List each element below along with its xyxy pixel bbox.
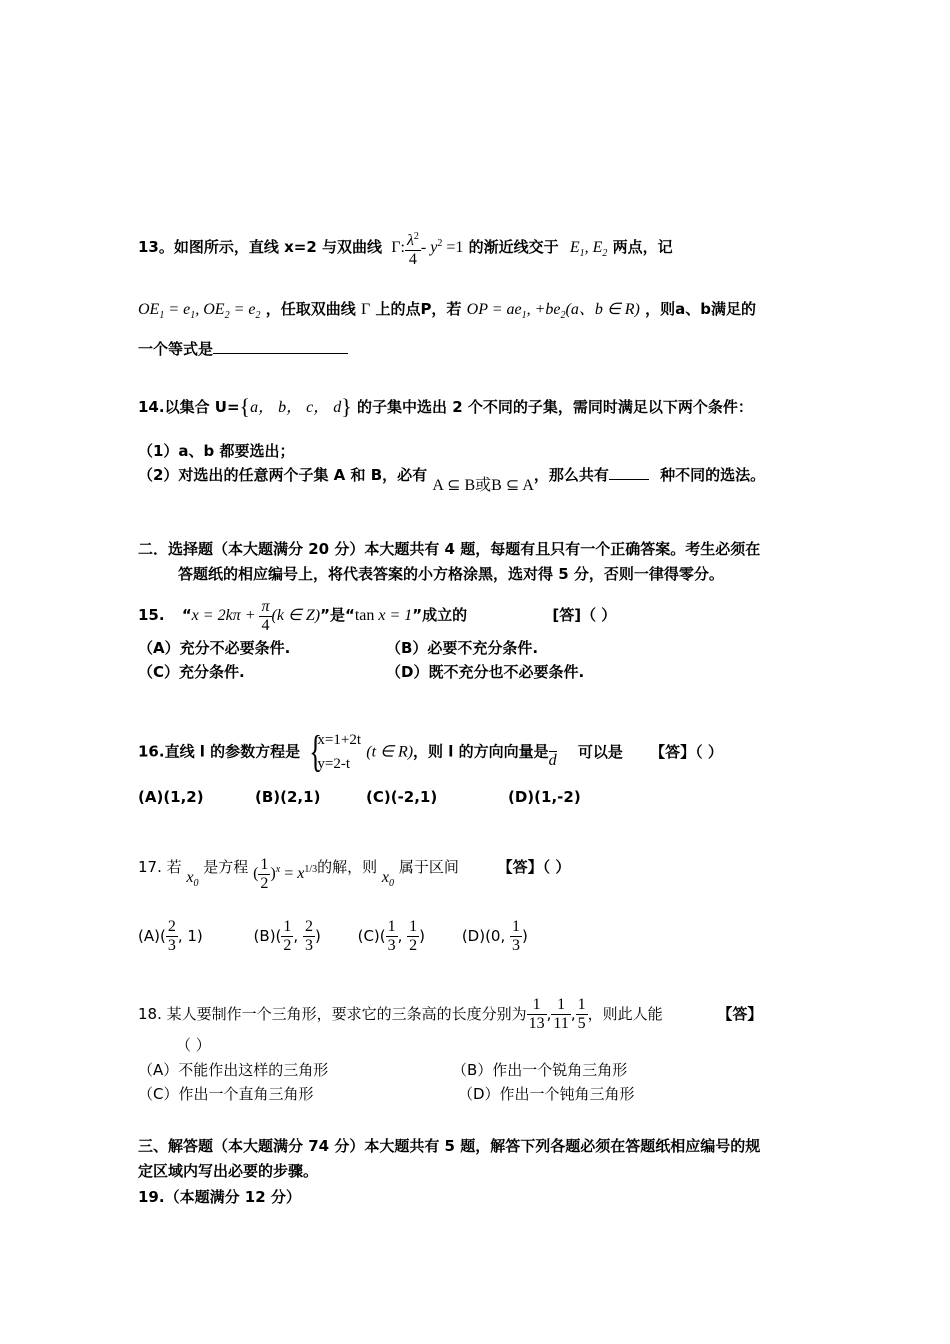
section3-line2	[138, 1160, 318, 1182]
q15-option-d-text: （D）既不充分也不必要条件.	[386, 663, 585, 681]
q15-option-c[interactable]	[138, 661, 245, 683]
q17-option-a-text: (A)(	[138, 927, 166, 945]
section2-line2-text: 答题纸的相应编号上，将代表答案的小方格涂黑，选对得 5 分，否则一律得零分。	[178, 565, 724, 583]
q15-tail: ”成立的	[412, 606, 468, 625]
q14-cond1	[138, 440, 295, 462]
q14-cond2-mid: ，那么共有	[533, 466, 609, 484]
q13-mid1: 的渐近线交于	[468, 238, 559, 257]
q13-op-expression: OP = $ae_1$, $+be_2(a$、b ∈ R)	[466, 301, 640, 321]
q17-option-c[interactable]: (C)( $\frac{1}{3}$ , $\frac{1}{2}$ )	[357, 918, 426, 954]
section2-line2	[178, 563, 724, 585]
section3-line2-text: 定区域内写出必要的步骤。	[138, 1162, 319, 1180]
q15-option-a[interactable]	[138, 637, 290, 659]
section3-line1	[138, 1135, 760, 1157]
q17-mid1: 是方程	[203, 858, 249, 877]
section3-line1-text: 三、解答题（本大题满分 74 分）本大题共有 5 题，解答下列各题必须在答题纸相应编号的规	[138, 1137, 761, 1155]
section2-line1-text: 二．选择题（本大题满分 20 分）本大题共有 4 题，每题有且只有一个正确答案。考生必须在	[138, 540, 761, 558]
q17-option-a[interactable]: (A)( $\frac{2}{3}$ , 1)	[138, 918, 203, 954]
q14-cond2-suffix: 种不同的选法。	[660, 466, 766, 484]
q14-set-open-brace: {	[239, 394, 251, 419]
q18-option-a[interactable]	[138, 1059, 328, 1081]
q18-option-b[interactable]	[452, 1059, 627, 1081]
q15-conclusion: tan x = 1	[354, 607, 413, 625]
q15-option-c-text: （C）充分条件.	[138, 663, 245, 681]
q15-condition: x = 2kπ + $\frac{\pi}{4}$ (k ∈ Z)	[191, 598, 321, 634]
q16-option-d[interactable]	[508, 786, 581, 808]
q13-vectors-def: $OE_1 = e_1$, $OE_2 = e_2$	[138, 301, 261, 321]
q16-domain: (t ∈ R)	[366, 743, 414, 761]
q15-option-b-text: （B）必要不充分条件.	[386, 639, 539, 657]
q16-eq2: y=2-t	[317, 756, 351, 772]
section2-line1	[138, 538, 760, 560]
q17-option-b[interactable]: (B)( $\frac{1}{2}$ , $\frac{2}{3}$ )	[253, 918, 321, 954]
q13-hyperbola-formula: Γ: $\frac{\lambda^2}{4}$ - $y^2 =1$	[391, 239, 463, 256]
q15-open-quote: “	[181, 606, 192, 625]
q14-cond1-text: （1）a、b 都要选出；	[138, 442, 295, 460]
q16-option-b[interactable]	[255, 786, 320, 808]
q18-option-b-text: （B）作出一个锐角三角形	[452, 1061, 628, 1079]
q15-line	[138, 598, 616, 635]
q15-option-a-text: （A）充分不必要条件.	[138, 639, 291, 657]
q18-height-3: $\frac{1}{5}$	[577, 996, 586, 1032]
q18-paren[interactable]: （ ）	[176, 1036, 211, 1054]
q16-line	[138, 728, 723, 776]
q17-option-d-text: (D)(0,	[461, 927, 506, 945]
q13-line3	[138, 338, 348, 360]
q17-line	[138, 850, 571, 892]
q13-line2	[138, 298, 756, 327]
q16-vector-d: d	[548, 751, 557, 769]
q17-mid3: 属于区间	[398, 858, 459, 877]
q18-prefix: 18. 某人要制作一个三角形，要求它的三条高的长度分别为	[138, 1005, 527, 1023]
q16-answer-bracket[interactable]: 【答】（ ）	[650, 742, 723, 761]
q18-option-d-text: （D）作出一个钝角三角形	[458, 1085, 635, 1103]
q16-brace: {	[309, 727, 323, 776]
q17-prefix: 17. 若	[138, 858, 182, 877]
q14-set-elements: a， b， c， d	[250, 399, 342, 416]
q18-height-2: $\frac{1}{11}$	[553, 996, 569, 1032]
q15-answer-bracket[interactable]: [答]（ ）	[552, 606, 617, 625]
q13-mid2: 两点，记	[612, 238, 673, 257]
q13-line3-text: 一个等式是	[138, 340, 214, 358]
q16-option-d-text: (D)(1,-2)	[508, 788, 581, 806]
q16-option-c[interactable]	[366, 786, 437, 808]
q18-option-c[interactable]	[138, 1083, 313, 1105]
q17-option-d[interactable]: (D)(0, $\frac{1}{3}$ )	[461, 918, 528, 954]
q14-cond2	[138, 464, 766, 494]
q18-line: 18. 某人要制作一个三角形，要求它的三条高的长度分别为 $\frac{1}{13}$ , $\frac{1}{11}$ , $\frac{1}{5}$ ，则此人能 【答】	[138, 996, 763, 1032]
q17-options	[138, 918, 528, 955]
q18-option-a-text: （A）不能作出这样的三角形	[138, 1061, 329, 1079]
q17-answer-bracket[interactable]: 【答】（ ）	[497, 858, 571, 877]
q16-suffix: 可以是	[577, 742, 623, 761]
q15-mid-quote: ”是“	[320, 606, 355, 625]
q17-option-b-text: (B)(	[253, 927, 282, 945]
q18-suffix: ，则此人能	[587, 1005, 663, 1023]
q18-option-c-text: （C）作出一个直角三角形	[138, 1085, 314, 1103]
q18-option-d[interactable]	[458, 1083, 635, 1105]
q14-cond2-math: A ⊆ B或B ⊆ A	[432, 477, 534, 494]
q15-option-b[interactable]	[386, 637, 538, 659]
q14-set-close-brace: }	[341, 394, 352, 419]
q17-equation: ( $\frac{1}{2}$ )$^x = x^{1/3}$	[253, 856, 318, 892]
q18-answer-label[interactable]: 【答】	[717, 1005, 763, 1023]
q13-points: $E_1$, $E_2$	[569, 239, 608, 260]
q13-gamma: Γ	[360, 301, 371, 318]
q14-cond2-prefix: （2）对选出的任意两个子集 A 和 B，必有	[138, 466, 428, 484]
q18-height-1: $\frac{1}{13}$	[528, 996, 545, 1032]
q13-label: 13。如图所示，直线 x=2 与双曲线	[138, 238, 383, 257]
q17-option-c-text: (C)(	[357, 927, 386, 945]
q16-prefix: 16.直线 l 的参数方程是	[138, 742, 301, 761]
q16-option-c-text: (C)(-2,1)	[366, 788, 438, 806]
q16-option-a[interactable]	[138, 786, 204, 808]
q14-answer-blank[interactable]	[609, 465, 649, 480]
q19-title-text: 19.（本题满分 12 分）	[138, 1188, 301, 1206]
q17-mid2: 的解，则	[317, 858, 378, 877]
q13-line1	[138, 228, 673, 269]
q13-answer-blank[interactable]	[213, 339, 348, 354]
q13-line2-mid2: 上的点P，若	[375, 300, 462, 318]
q17-x0-again: $x_0$	[381, 869, 395, 890]
q16-eq1: x=1+2t	[317, 732, 361, 748]
q14-line1	[138, 396, 753, 419]
q16-parametric-system	[305, 728, 361, 776]
q14-prefix: 14.以集合 U=	[138, 398, 240, 416]
q13-line2-mid: ，任取双曲线	[265, 300, 356, 318]
q15-option-d[interactable]	[386, 661, 584, 683]
q16-option-b-text: (B)(2,1)	[255, 788, 321, 806]
q15-num: 15.	[138, 606, 165, 625]
q16-option-a-text: (A)(1,2)	[138, 788, 204, 806]
q16-mid: ，则 l 的方向向量是	[413, 742, 549, 761]
q14-suffix: 的子集中选出 2 个不同的子集，需同时满足以下两个条件：	[357, 398, 753, 416]
q19-title	[138, 1186, 301, 1208]
q17-x0: $x_0$	[186, 869, 199, 890]
q13-line2-end: ，则a、b满足的	[645, 300, 756, 318]
q18-paren-line	[176, 1034, 211, 1056]
